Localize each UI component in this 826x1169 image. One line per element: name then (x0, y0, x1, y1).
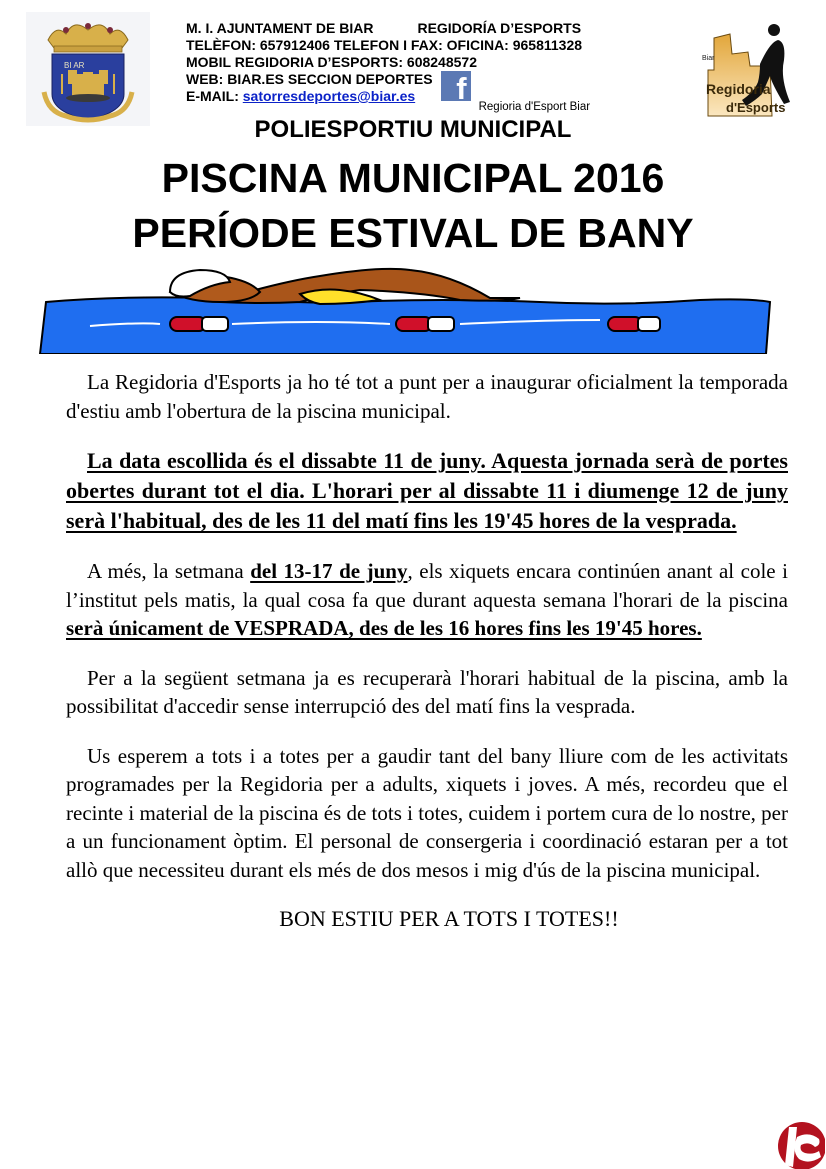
p3-part-c: , els xiquets encara continúen anant al cole i l’institut pels matis, la qual cosa fa que durant aquesta semana l'horari de la piscina (66, 559, 788, 612)
web-line: WEB: BIAR.ES SECCION DEPORTES (186, 71, 433, 87)
logo-text-biar: Biar (702, 55, 715, 62)
facebook-page-name: Regioria d'Esport Biar (478, 101, 591, 113)
header-contact-block (186, 20, 676, 105)
email-link[interactable]: satorresdeportes@biar.es (242, 88, 416, 104)
paragraph-opening-date: La data escollida és el dissabte 11 de juny. Aquesta jornada serà de portes obertes durant tot el dia. L'horari per al dissabte 11 i diumenge 12 de juny serà l'habitual, des de les 11 del matí fins les 19'45 hores de la vesprada. (66, 448, 788, 533)
corner-brand-logo-icon (775, 1119, 825, 1169)
regidoria-esports-logo (700, 20, 800, 118)
closing-greeting: BON ESTIU PER A TOTS I TOTES!! (279, 906, 619, 931)
email-label: E-MAIL: (186, 88, 243, 104)
p3-hours-highlight: serà únicament de VESPRADA, des de les 16 hores fins les 19'45 hores. (66, 616, 702, 640)
page-title-line-2: PERÍODE ESTIVAL DE BANY (132, 210, 694, 256)
mobile-line: MOBIL REGIDORIA D’ESPORTS: 608248572 (186, 54, 477, 70)
p3-part-a: A més, la setmana (87, 559, 251, 583)
paragraph-week-schedule (66, 557, 788, 643)
regidoria-name: REGIDORÍA D’ESPORTS (417, 20, 582, 36)
p3-dates-highlight: del 13-17 de juny (250, 559, 408, 583)
header-line-1 (186, 20, 676, 37)
logo-text-regidoria: Regidoria (706, 81, 771, 97)
logo-text-esports: d'Esports (726, 100, 786, 115)
phone-line: TELÈFON: 657912406 TELEFON I FAX: OFICINA: 965811328 (186, 37, 583, 53)
swimmer-illustration (20, 262, 810, 354)
email-line (186, 88, 676, 105)
page-title-line-1: PISCINA MUNICIPAL 2016 (161, 155, 665, 201)
biar-coat-of-arms-logo (26, 12, 150, 126)
paragraph-intro: La Regidoria d'Esports ja ho té tot a punt per a inaugurar oficialment la temporada d'estiu amb l'obertura de la piscina municipal. (66, 370, 788, 423)
paragraph-invitation: Us esperem a tots i a totes per a gaudir tant del bany lliure com de les activitats programades per la Regidoria per a adults, xiquets i joves. A més, recordeu que el recinte i material de la piscina és de tots i totes, cuidem i portem cura de lo nostre, per a un funcionament òptim. El personal de consergeria i coordinació estaran per a tot allò que necessiteu durant els més de dos mesos i mig d'ús de la piscina municipal. (66, 743, 788, 882)
subtitle: POLIESPORTIU MUNICIPAL (254, 116, 572, 143)
body-content (66, 368, 788, 933)
facebook-icon[interactable]: f (441, 71, 471, 101)
crest-text: BI AR (64, 61, 85, 70)
paragraph-following-week: Per a la següent setmana ja es recuperarà l'horari habitual de la piscina, amb la possibilitat d'accedir sense interrupció des del matí fins la vesprada. (66, 665, 788, 718)
ajuntament-name: M. I. AJUNTAMENT DE BIAR (186, 20, 374, 36)
